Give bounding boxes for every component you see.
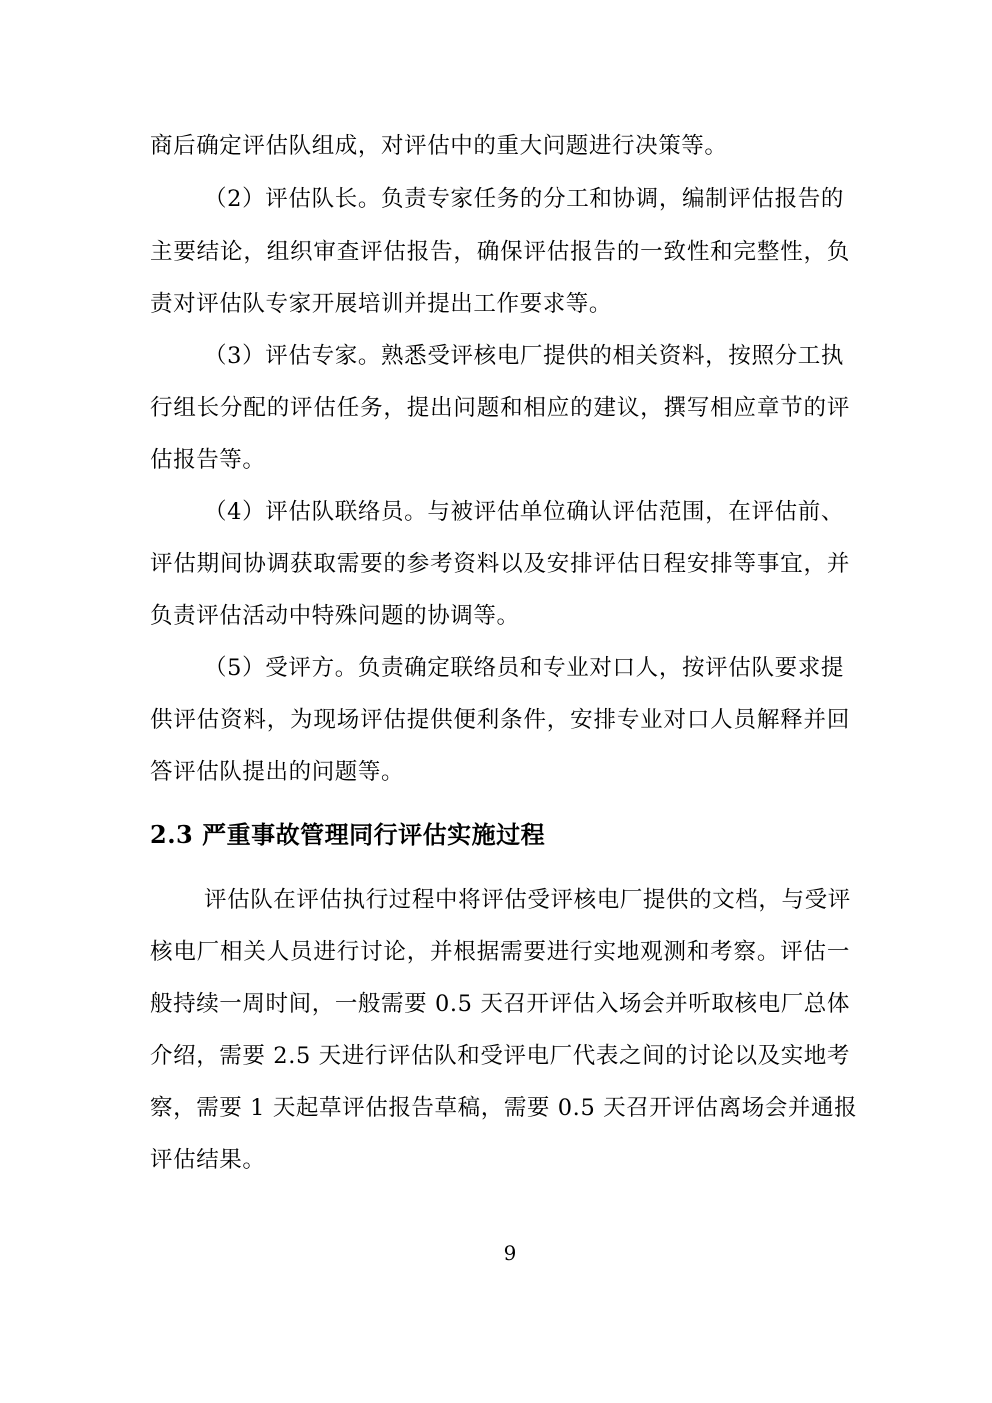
paragraph-line: 介绍，需要 2.5 天进行评估队和受评电厂代表之间的讨论以及实地考 bbox=[150, 1043, 850, 1069]
page-number: 9 bbox=[503, 1241, 517, 1265]
paragraph-line: （3）评估专家。熟悉受评核电厂提供的相关资料，按照分工执 bbox=[204, 343, 844, 369]
paragraph-line: 行组长分配的评估任务，提出问题和相应的建议，撰写相应章节的评 bbox=[150, 395, 850, 421]
paragraph-line: 评估队在评估执行过程中将评估受评核电厂提供的文档，与受评 bbox=[204, 887, 851, 913]
paragraph-line: 估报告等。 bbox=[150, 447, 266, 473]
paragraph-line: 察，需要 1 天起草评估报告草稿，需要 0.5 天召开评估离场会并通报 bbox=[150, 1095, 858, 1121]
paragraph-line: （5）受评方。负责确定联络员和专业对口人，按评估队要求提 bbox=[204, 655, 844, 681]
section-heading: 2.3 严重事故管理同行评估实施过程 bbox=[150, 820, 546, 849]
paragraph-line: （2）评估队长。负责专家任务的分工和协调，编制评估报告的 bbox=[204, 186, 844, 212]
paragraph-line: 主要结论，组织审查评估报告，确保评估报告的一致性和完整性，负 bbox=[150, 239, 850, 265]
paragraph-line: 评估结果。 bbox=[150, 1147, 266, 1173]
paragraph-line: 评估期间协调获取需要的参考资料以及安排评估日程安排等事宜，并 bbox=[150, 551, 850, 577]
paragraph-line: 商后确定评估队组成，对评估中的重大问题进行决策等。 bbox=[150, 133, 728, 159]
paragraph-line: 答评估队提出的问题等。 bbox=[150, 759, 405, 785]
paragraph-line: 核电厂相关人员进行讨论，并根据需要进行实地观测和考察。评估一 bbox=[150, 939, 850, 965]
paragraph-line: 责对评估队专家开展培训并提出工作要求等。 bbox=[150, 291, 613, 317]
paragraph-line: 般持续一周时间，一般需要 0.5 天召开评估入场会并听取核电厂总体 bbox=[150, 991, 850, 1017]
paragraph-line: 供评估资料，为现场评估提供便利条件，安排专业对口人员解释并回 bbox=[150, 707, 850, 733]
paragraph-line: （4）评估队联络员。与被评估单位确认评估范围，在评估前、 bbox=[204, 499, 844, 525]
paragraph-line: 负责评估活动中特殊问题的协调等。 bbox=[150, 603, 520, 629]
